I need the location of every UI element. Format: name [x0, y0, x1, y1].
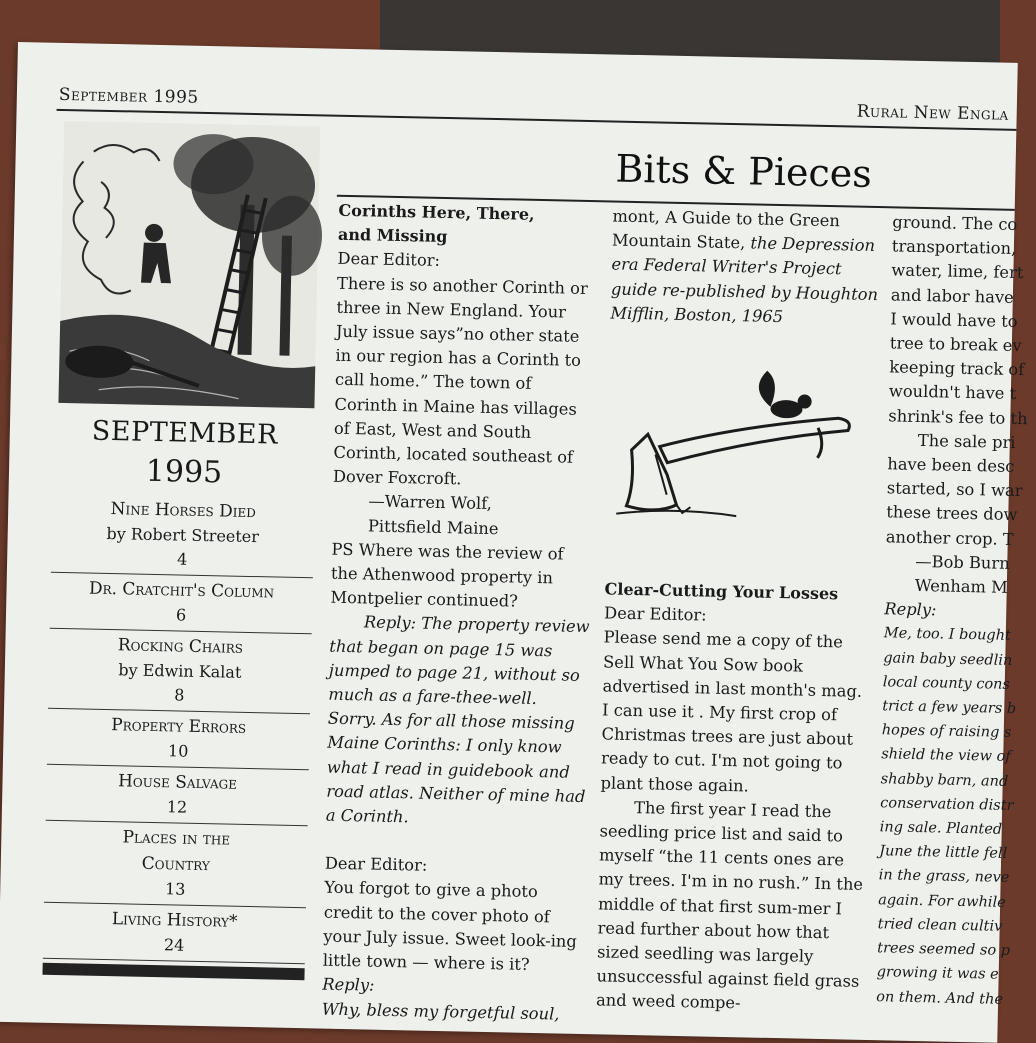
letters-column-2	[596, 204, 881, 1018]
col3-line: wouldn't have t	[888, 381, 1017, 404]
letter-signature-location: Pittsfield Maine	[367, 516, 499, 538]
toc-year: 1995	[145, 453, 223, 491]
toc-footer-bar	[42, 963, 304, 980]
toc-item-page: 12	[166, 797, 188, 817]
letter-signature: —Bob Burn	[915, 551, 1010, 573]
toc-item	[46, 765, 309, 826]
reply-line: in the grass, neve	[878, 867, 1010, 887]
col3-line: and labor have	[890, 284, 1014, 307]
letter-signature: —Warren Wolf,	[368, 491, 493, 514]
letter-signature-location: Wenham M	[914, 575, 1009, 597]
toc-item	[51, 493, 315, 578]
col3-line: I would have to	[890, 309, 1018, 331]
reply-line: growing it was e	[876, 964, 999, 984]
letter-headline: Corinths Here, There,	[338, 200, 535, 224]
reply-line: local county cons	[882, 674, 1011, 693]
magazine-page	[0, 42, 1028, 1043]
letter-continued-roman: mont, A Guide to the Green Mountain State,	[611, 206, 841, 253]
toc-item-page: 10	[167, 741, 189, 761]
toc-item-title: Dr. Cratchit's Column	[88, 578, 275, 603]
axe-squirrel-illustration	[606, 353, 872, 538]
toc-item	[47, 709, 310, 770]
toc-item	[43, 903, 306, 964]
col3-line: have been desc	[887, 454, 1015, 476]
editor-reply: Reply: The property review that began on page 15 was jumped to page 21, without so much as a fare-thee-well. Sorry. As for all those missing Maine Corinths: I only know what I read in guidebook and road atlas. Neither of mine had a Corinth.	[325, 612, 590, 827]
toc-item-title: Property Errors	[111, 715, 247, 738]
reply-line: on them. And the	[876, 988, 1004, 1008]
reply-line: June the little fell	[879, 843, 1008, 863]
col3-line: shrink's fee to th	[888, 405, 1028, 428]
reply-line: gain baby seedlin	[883, 649, 1013, 669]
col3-line: another crop. T	[885, 526, 1014, 549]
col3-line: water, lime, fert	[891, 260, 1024, 283]
col3-line: these trees dow	[886, 502, 1018, 525]
toc-item-title: Living History*	[111, 909, 238, 932]
letters-column-3-cut	[876, 210, 1033, 1011]
letter-headline: Clear-Cutting Your Losses	[604, 579, 839, 604]
col3-line: tree to break ev	[889, 333, 1022, 356]
letter-body: You forgot to give a photo credit to the cover photo of your July issue. Sweet look-ing little town — where is it?	[322, 878, 578, 975]
reply-line: trict a few years b	[882, 698, 1017, 718]
woodcut-illustration	[58, 121, 320, 408]
col3-line: The sale pri	[917, 430, 1016, 452]
reply-label: Reply:	[884, 599, 937, 620]
reply-line: conservation distr	[880, 795, 1014, 814]
toc-item-title: Nine Horses Died	[110, 499, 257, 523]
toc-item-title: Places in the	[122, 827, 231, 850]
toc-item-page: 13	[164, 879, 186, 899]
reply-line: shield the view of	[881, 746, 1011, 766]
toc-item-author: by Edwin Kalat	[118, 660, 242, 682]
col3-line: keeping track of	[889, 357, 1025, 380]
reply-line: trees seemed so p	[877, 940, 1011, 960]
toc-item	[44, 821, 308, 908]
running-header-title: Rural New Engla	[856, 101, 1009, 125]
toc-item-author: by Robert Streeter	[106, 523, 260, 547]
toc-item-page: 6	[175, 605, 187, 625]
reply-line: Me, too. I bought	[883, 625, 1011, 645]
reply-line: shabby barn, and	[880, 770, 1009, 790]
letter-continued	[610, 204, 880, 331]
letter-headline-line2: and Missing	[337, 224, 448, 247]
section-title: Bits & Pieces	[615, 146, 873, 196]
reply-line: ing sale. Planted	[879, 819, 1003, 838]
toc-item-title: Rocking Chairs	[117, 635, 244, 658]
letter-postscript: PS Where was the review of the Athenwood property in Montpelier continued?	[330, 539, 564, 611]
toc-item	[48, 629, 312, 714]
col3-line: ground. The co	[892, 212, 1018, 234]
letter-continued-italic: the Depression era Federal Writer's Project guide re-published by Houghton Mifflin, Boston, 1965	[610, 233, 879, 326]
letter-salutation: Dear Editor:	[324, 853, 428, 876]
toc-item-page: 24	[163, 935, 185, 955]
reply-line: hopes of raising s	[881, 722, 1012, 742]
col3-line: started, so I war	[886, 478, 1023, 501]
running-header-date: September 1995	[58, 84, 199, 108]
letter-salutation: Dear Editor:	[603, 603, 707, 625]
reply-line: again. For awhile	[878, 891, 1006, 911]
table-of-contents	[42, 415, 316, 980]
reply-line: tried clean cultiv	[877, 916, 1003, 935]
toc-item-page: 4	[176, 549, 188, 569]
editor-reply: Why, bless my forgetful soul,	[321, 999, 560, 1024]
toc-month: SEPTEMBER	[91, 415, 279, 451]
toc-item-title-line2: Country	[141, 853, 211, 876]
letter-body: There is so another Corinth or three in New England. Your July issue says”no other state in our region has a Corinth to call home.” The town of Corinth in Maine has villages of East, West and South Corinth, located southeast of Dover Foxcroft.	[332, 273, 588, 489]
letter-body: The first year I read the seedling price list and said to myself “the 11 cents ones are my trees. I'm in no rush.” In the middle of that first sum-mer I read further about how that sized seedling was largely unsuccessful against field grass and weed compe-	[595, 797, 864, 1013]
toc-item-page: 8	[174, 685, 185, 705]
col3-line: transportation,	[891, 236, 1017, 259]
toc-item-title: House Salvage	[117, 771, 238, 794]
reply-label: Reply:	[322, 974, 375, 995]
letter-salutation: Dear Editor:	[337, 249, 441, 271]
letter-body: Please send me a copy of the Sell What You Sow book advertised in last month's mag. I can use it . My first crop of Christmas trees are just about ready to cut. I'm not going to plant those again.	[600, 627, 863, 796]
toc-item	[50, 573, 313, 634]
letters-column-1	[322, 199, 601, 1027]
